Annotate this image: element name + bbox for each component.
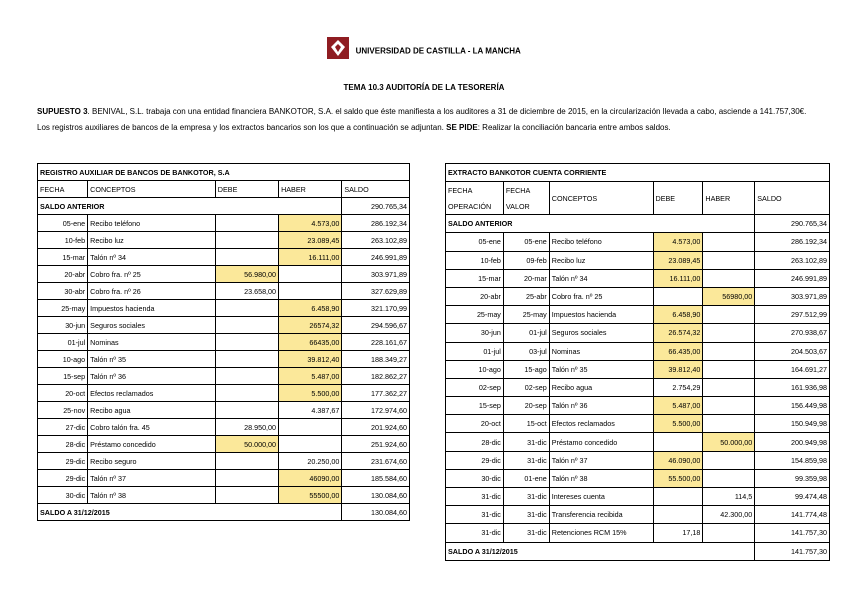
statement-closing-balance: 141.757,30 bbox=[755, 542, 830, 560]
ledger-concept-cell: Cobro fra. nº 25 bbox=[88, 266, 216, 283]
statement-operation-date-cell: 15-sep bbox=[446, 397, 504, 415]
ledger-credit-cell: 16.111,00 bbox=[279, 249, 342, 266]
statement-header-cell: DEBE bbox=[653, 182, 703, 215]
statement-value-date-cell: 01-ene bbox=[503, 469, 549, 487]
statement-operation-date-cell: 20-abr bbox=[446, 287, 504, 305]
statement-operation-date-cell: 28-dic bbox=[446, 433, 504, 451]
ledger-debit-cell bbox=[215, 334, 278, 351]
ledger-date-cell: 28-dic bbox=[38, 436, 88, 453]
ledger-balance-cell: 201.924,60 bbox=[342, 419, 410, 436]
ledger-balance-cell: 246.991,89 bbox=[342, 249, 410, 266]
ledger-date-cell: 01-jul bbox=[38, 334, 88, 351]
ledger-row bbox=[38, 232, 410, 249]
ledger-balance-cell: 172.974,60 bbox=[342, 402, 410, 419]
ledger-date-cell: 30-jun bbox=[38, 317, 88, 334]
statement-balance-cell: 297.512,99 bbox=[755, 306, 830, 324]
statement-concept-cell: Talón nº 36 bbox=[549, 397, 653, 415]
statement-balance-cell: 141.757,30 bbox=[755, 524, 830, 542]
ledger-balance-cell: 130.084,60 bbox=[342, 487, 410, 504]
ledger-debit-cell bbox=[215, 351, 278, 368]
ledger-credit-cell bbox=[279, 419, 342, 436]
statement-credit-cell bbox=[703, 342, 755, 360]
task-label: SE PIDE bbox=[446, 122, 478, 132]
statement-balance-cell: 164.691,27 bbox=[755, 360, 830, 378]
statement-closing-row bbox=[446, 542, 830, 560]
statement-debit-cell: 23.089,45 bbox=[653, 251, 703, 269]
statement-value-date-cell: 25-may bbox=[503, 306, 549, 324]
ledger-credit-cell: 5.500,00 bbox=[279, 385, 342, 402]
statement-operation-date-cell: 10-ago bbox=[446, 360, 504, 378]
statement-opening-row bbox=[446, 215, 830, 233]
ledger-debit-cell bbox=[215, 300, 278, 317]
ledger-date-cell: 29-dic bbox=[38, 470, 88, 487]
statement-credit-cell bbox=[703, 251, 755, 269]
ledger-closing-row bbox=[38, 504, 410, 521]
statement-debit-cell bbox=[653, 506, 703, 524]
ledger-concept-cell: Cobro fra. nº 26 bbox=[88, 283, 216, 300]
ledger-balance-cell: 263.102,89 bbox=[342, 232, 410, 249]
statement-debit-cell: 26.574,32 bbox=[653, 324, 703, 342]
ledger-debit-cell: 56.980,00 bbox=[215, 266, 278, 283]
ledger-balance-cell: 188.349,27 bbox=[342, 351, 410, 368]
ledger-row bbox=[38, 368, 410, 385]
ledger-debit-cell bbox=[215, 368, 278, 385]
ledger-header-cell: DEBE bbox=[215, 181, 278, 198]
ledger-date-cell: 10-ago bbox=[38, 351, 88, 368]
statement-debit-cell bbox=[653, 287, 703, 305]
statement-debit-cell: 4.573,00 bbox=[653, 233, 703, 251]
exercise-text: . BENIVAL, S.L. trabaja con una entidad financiera BANKOTOR, S.A. el saldo que éste manifiesta a los auditores a 31 de diciembre de 2015, en la circularización llevada a cabo, asciende a 141.757,30€. Los registros auxiliares de bancos de la empresa y los extractos bancarios son los que a continuación se adjuntan. bbox=[37, 107, 807, 132]
statement-operation-date-cell: 30-jun bbox=[446, 324, 504, 342]
statement-concept-cell: Seguros sociales bbox=[549, 324, 653, 342]
statement-balance-cell: 204.503,67 bbox=[755, 342, 830, 360]
statement-balance-cell: 161.936,98 bbox=[755, 378, 830, 396]
statement-row bbox=[446, 306, 830, 324]
ledger-credit-cell bbox=[279, 266, 342, 283]
ledger-row bbox=[38, 402, 410, 419]
statement-credit-cell bbox=[703, 415, 755, 433]
ledger-credit-cell: 46090,00 bbox=[279, 470, 342, 487]
statement-balance-cell: 263.102,89 bbox=[755, 251, 830, 269]
statement-header-cell: SALDO bbox=[755, 182, 830, 215]
statement-credit-cell: 114,5 bbox=[703, 488, 755, 506]
ledger-balance-cell: 327.629,89 bbox=[342, 283, 410, 300]
statement-value-date-cell: 31-dic bbox=[503, 433, 549, 451]
statement-row bbox=[446, 506, 830, 524]
ledger-closing-balance: 130.084,60 bbox=[342, 504, 410, 521]
statement-credit-cell bbox=[703, 324, 755, 342]
statement-row bbox=[446, 342, 830, 360]
statement-row bbox=[446, 415, 830, 433]
statement-debit-cell: 5.500,00 bbox=[653, 415, 703, 433]
bank-statement-table bbox=[445, 163, 830, 561]
ledger-row bbox=[38, 487, 410, 504]
ledger-concept-cell: Recibo seguro bbox=[88, 453, 216, 470]
ledger-balance-cell: 231.674,60 bbox=[342, 453, 410, 470]
statement-header-cell: FECHA bbox=[503, 182, 549, 199]
statement-value-date-cell: 31-dic bbox=[503, 524, 549, 542]
ledger-balance-cell: 228.161,67 bbox=[342, 334, 410, 351]
ledger-row bbox=[38, 215, 410, 232]
statement-value-date-cell: 31-dic bbox=[503, 451, 549, 469]
statement-row bbox=[446, 378, 830, 396]
ledger-row bbox=[38, 334, 410, 351]
statement-operation-date-cell: 15-mar bbox=[446, 269, 504, 287]
ledger-credit-cell: 4.387,67 bbox=[279, 402, 342, 419]
ledger-concept-cell: Recibo teléfono bbox=[88, 215, 216, 232]
ledger-debit-cell: 23.658,00 bbox=[215, 283, 278, 300]
ledger-balance-cell: 185.584,60 bbox=[342, 470, 410, 487]
statement-concept-cell: Recibo teléfono bbox=[549, 233, 653, 251]
ledger-balance-cell: 182.862,27 bbox=[342, 368, 410, 385]
statement-balance-cell: 99.474,48 bbox=[755, 488, 830, 506]
statement-closing-label: SALDO A 31/12/2015 bbox=[446, 542, 755, 560]
statement-row bbox=[446, 451, 830, 469]
statement-operation-date-cell: 31-dic bbox=[446, 524, 504, 542]
statement-title-row bbox=[446, 164, 830, 182]
ledger-header-cell: HABER bbox=[279, 181, 342, 198]
statement-operation-date-cell: 10-feb bbox=[446, 251, 504, 269]
ledger-row bbox=[38, 453, 410, 470]
statement-debit-cell: 46.090,00 bbox=[653, 451, 703, 469]
ledger-row bbox=[38, 317, 410, 334]
statement-row bbox=[446, 251, 830, 269]
statement-credit-cell bbox=[703, 360, 755, 378]
ledger-credit-cell: 6.458,90 bbox=[279, 300, 342, 317]
statement-balance-cell: 99.359,98 bbox=[755, 469, 830, 487]
statement-balance-cell: 200.949,98 bbox=[755, 433, 830, 451]
ledger-concept-cell: Talón nº 38 bbox=[88, 487, 216, 504]
ledger-title-row bbox=[38, 164, 410, 181]
statement-concept-cell: Retenciones RCM 15% bbox=[549, 524, 653, 542]
statement-debit-cell bbox=[653, 488, 703, 506]
statement-concept-cell: Impuestos hacienda bbox=[549, 306, 653, 324]
ledger-credit-cell bbox=[279, 283, 342, 300]
statement-value-date-cell: 01-jul bbox=[503, 324, 549, 342]
statement-row bbox=[446, 287, 830, 305]
ledger-balance-cell: 286.192,34 bbox=[342, 215, 410, 232]
ledger-credit-cell: 4.573,00 bbox=[279, 215, 342, 232]
statement-balance-cell: 246.991,89 bbox=[755, 269, 830, 287]
statement-balance-cell: 303.971,89 bbox=[755, 287, 830, 305]
ledger-debit-cell bbox=[215, 402, 278, 419]
statement-operation-date-cell: 01-jul bbox=[446, 342, 504, 360]
topic-title: TEMA 10.3 AUDITORÍA DE LA TESORERÍA bbox=[343, 83, 505, 92]
statement-opening-label: SALDO ANTERIOR bbox=[446, 215, 755, 233]
statement-credit-cell bbox=[703, 233, 755, 251]
ledger-balance-cell: 303.971,89 bbox=[342, 266, 410, 283]
statement-concept-cell: Recibo luz bbox=[549, 251, 653, 269]
ledger-opening-label: SALDO ANTERIOR bbox=[38, 198, 342, 215]
ledger-row bbox=[38, 436, 410, 453]
statement-debit-cell: 17,18 bbox=[653, 524, 703, 542]
statement-value-date-cell: 25-abr bbox=[503, 287, 549, 305]
ledger-row bbox=[38, 385, 410, 402]
ledger-concept-cell: Talón nº 34 bbox=[88, 249, 216, 266]
statement-value-date-cell: 02-sep bbox=[503, 378, 549, 396]
statement-credit-cell bbox=[703, 524, 755, 542]
statement-concept-cell: Intereses cuenta bbox=[549, 488, 653, 506]
ledger-row bbox=[38, 249, 410, 266]
ledger-credit-cell: 55500,00 bbox=[279, 487, 342, 504]
ledger-balance-cell: 177.362,27 bbox=[342, 385, 410, 402]
statement-value-date-cell: 31-dic bbox=[503, 506, 549, 524]
ledger-credit-cell bbox=[279, 436, 342, 453]
statement-debit-cell: 6.458,90 bbox=[653, 306, 703, 324]
university-name: UNIVERSIDAD DE CASTILLA - LA MANCHA bbox=[355, 46, 521, 56]
statement-header-cell: CONCEPTOS bbox=[549, 182, 653, 215]
ledger-concept-cell: Seguros sociales bbox=[88, 317, 216, 334]
statement-header-cell: VALOR bbox=[503, 198, 549, 215]
ledger-debit-cell bbox=[215, 470, 278, 487]
ledger-credit-cell: 5.487,00 bbox=[279, 368, 342, 385]
statement-debit-cell: 5.487,00 bbox=[653, 397, 703, 415]
statement-row bbox=[446, 269, 830, 287]
statement-credit-cell bbox=[703, 451, 755, 469]
ledger-concept-cell: Préstamo concedido bbox=[88, 436, 216, 453]
statement-debit-cell: 16.111,00 bbox=[653, 269, 703, 287]
ledger-debit-cell bbox=[215, 385, 278, 402]
statement-title: EXTRACTO BANKOTOR CUENTA CORRIENTE bbox=[446, 164, 830, 182]
ledger-debit-cell bbox=[215, 453, 278, 470]
statement-operation-date-cell: 02-sep bbox=[446, 378, 504, 396]
statement-value-date-cell: 05-ene bbox=[503, 233, 549, 251]
statement-credit-cell: 42.300,00 bbox=[703, 506, 755, 524]
statement-debit-cell: 55.500,00 bbox=[653, 469, 703, 487]
ledger-date-cell: 25-nov bbox=[38, 402, 88, 419]
ledger-header-cell: CONCEPTOS bbox=[88, 181, 216, 198]
ledger-credit-cell: 26574,32 bbox=[279, 317, 342, 334]
ledger-date-cell: 20-abr bbox=[38, 266, 88, 283]
ledger-date-cell: 25-may bbox=[38, 300, 88, 317]
ledger-date-cell: 27-dic bbox=[38, 419, 88, 436]
ledger-closing-label: SALDO A 31/12/2015 bbox=[38, 504, 342, 521]
statement-concept-cell: Transferencia recibida bbox=[549, 506, 653, 524]
ledger-header-cell: SALDO bbox=[342, 181, 410, 198]
ledger-debit-cell bbox=[215, 317, 278, 334]
statement-row bbox=[446, 433, 830, 451]
ledger-date-cell: 15-sep bbox=[38, 368, 88, 385]
statement-row bbox=[446, 524, 830, 542]
statement-concept-cell: Talón nº 38 bbox=[549, 469, 653, 487]
ledger-credit-cell: 23.089,45 bbox=[279, 232, 342, 249]
ledger-debit-cell: 50.000,00 bbox=[215, 436, 278, 453]
ledger-concept-cell: Talón nº 35 bbox=[88, 351, 216, 368]
statement-row bbox=[446, 324, 830, 342]
statement-operation-date-cell: 31-dic bbox=[446, 488, 504, 506]
statement-header-cell: FECHA bbox=[446, 182, 504, 199]
exercise-statement bbox=[37, 104, 813, 135]
university-logo-icon bbox=[327, 37, 349, 59]
statement-credit-cell bbox=[703, 378, 755, 396]
ledger-credit-cell: 66435,00 bbox=[279, 334, 342, 351]
statement-operation-date-cell: 25-may bbox=[446, 306, 504, 324]
statement-balance-cell: 141.774,48 bbox=[755, 506, 830, 524]
statement-row bbox=[446, 469, 830, 487]
statement-debit-cell bbox=[653, 433, 703, 451]
statement-opening-balance: 290.765,34 bbox=[755, 215, 830, 233]
statement-header-row bbox=[446, 182, 830, 199]
ledger-row bbox=[38, 266, 410, 283]
ledger-date-cell: 20-oct bbox=[38, 385, 88, 402]
ledger-title: REGISTRO AUXILIAR DE BANCOS DE BANKOTOR, S.A bbox=[38, 164, 410, 181]
statement-concept-cell: Nominas bbox=[549, 342, 653, 360]
document-header bbox=[0, 40, 848, 62]
ledger-table bbox=[37, 163, 410, 521]
statement-concept-cell: Talón nº 37 bbox=[549, 451, 653, 469]
statement-balance-cell: 286.192,34 bbox=[755, 233, 830, 251]
ledger-concept-cell: Talón nº 36 bbox=[88, 368, 216, 385]
statement-operation-date-cell: 31-dic bbox=[446, 506, 504, 524]
statement-concept-cell: Recibo agua bbox=[549, 378, 653, 396]
ledger-date-cell: 30-dic bbox=[38, 487, 88, 504]
statement-row bbox=[446, 360, 830, 378]
statement-balance-cell: 154.859,98 bbox=[755, 451, 830, 469]
ledger-date-cell: 10-feb bbox=[38, 232, 88, 249]
statement-operation-date-cell: 29-dic bbox=[446, 451, 504, 469]
statement-credit-cell bbox=[703, 306, 755, 324]
ledger-date-cell: 05-ene bbox=[38, 215, 88, 232]
ledger-debit-cell: 28.950,00 bbox=[215, 419, 278, 436]
statement-debit-cell: 2.754,29 bbox=[653, 378, 703, 396]
statement-balance-cell: 156.449,98 bbox=[755, 397, 830, 415]
ledger-opening-row bbox=[38, 198, 410, 215]
statement-value-date-cell: 20-mar bbox=[503, 269, 549, 287]
statement-operation-date-cell: 30-dic bbox=[446, 469, 504, 487]
ledger-row bbox=[38, 419, 410, 436]
statement-credit-cell bbox=[703, 269, 755, 287]
ledger-concept-cell: Talón nº 37 bbox=[88, 470, 216, 487]
statement-value-date-cell: 15-ago bbox=[503, 360, 549, 378]
ledger-concept-cell: Efectos reclamados bbox=[88, 385, 216, 402]
ledger-debit-cell bbox=[215, 215, 278, 232]
ledger-credit-cell: 20.250,00 bbox=[279, 453, 342, 470]
statement-concept-cell: Efectos reclamados bbox=[549, 415, 653, 433]
task-text: : Realizar la conciliación bancaria entre ambos saldos. bbox=[477, 122, 671, 132]
ledger-balance-cell: 321.170,99 bbox=[342, 300, 410, 317]
ledger-debit-cell bbox=[215, 232, 278, 249]
ledger-date-cell: 30-abr bbox=[38, 283, 88, 300]
ledger-concept-cell: Recibo luz bbox=[88, 232, 216, 249]
ledger-concept-cell: Recibo agua bbox=[88, 402, 216, 419]
statement-credit-cell bbox=[703, 397, 755, 415]
statement-balance-cell: 270.938,67 bbox=[755, 324, 830, 342]
statement-operation-date-cell: 20-oct bbox=[446, 415, 504, 433]
ledger-row bbox=[38, 300, 410, 317]
statement-concept-cell: Cobro fra. nº 25 bbox=[549, 287, 653, 305]
ledger-row bbox=[38, 283, 410, 300]
statement-header-cell: OPERACIÓN bbox=[446, 198, 504, 215]
ledger-date-cell: 29-dic bbox=[38, 453, 88, 470]
statement-value-date-cell: 20-sep bbox=[503, 397, 549, 415]
statement-value-date-cell: 15-oct bbox=[503, 415, 549, 433]
ledger-row bbox=[38, 470, 410, 487]
ledger-date-cell: 15-mar bbox=[38, 249, 88, 266]
statement-value-date-cell: 09-feb bbox=[503, 251, 549, 269]
statement-debit-cell: 39.812,40 bbox=[653, 360, 703, 378]
statement-debit-cell: 66.435,00 bbox=[653, 342, 703, 360]
ledger-concept-cell: Nominas bbox=[88, 334, 216, 351]
ledger-row bbox=[38, 351, 410, 368]
statement-row bbox=[446, 233, 830, 251]
statement-concept-cell: Talón nº 34 bbox=[549, 269, 653, 287]
ledger-concept-cell: Cobro talón fra. 45 bbox=[88, 419, 216, 436]
ledger-balance-cell: 251.924,60 bbox=[342, 436, 410, 453]
statement-credit-cell: 56980,00 bbox=[703, 287, 755, 305]
statement-row bbox=[446, 488, 830, 506]
statement-concept-cell: Talón nº 35 bbox=[549, 360, 653, 378]
ledger-credit-cell: 39.812,40 bbox=[279, 351, 342, 368]
ledger-concept-cell: Impuestos hacienda bbox=[88, 300, 216, 317]
statement-row bbox=[446, 397, 830, 415]
statement-credit-cell bbox=[703, 469, 755, 487]
ledger-header-row bbox=[38, 181, 410, 198]
statement-header-cell: HABER bbox=[703, 182, 755, 215]
statement-operation-date-cell: 05-ene bbox=[446, 233, 504, 251]
statement-value-date-cell: 03-jul bbox=[503, 342, 549, 360]
statement-concept-cell: Préstamo concedido bbox=[549, 433, 653, 451]
ledger-balance-cell: 294.596,67 bbox=[342, 317, 410, 334]
exercise-label: SUPUESTO 3 bbox=[37, 107, 88, 116]
ledger-debit-cell bbox=[215, 249, 278, 266]
ledger-header-cell: FECHA bbox=[38, 181, 88, 198]
ledger-debit-cell bbox=[215, 487, 278, 504]
ledger-opening-balance: 290.765,34 bbox=[342, 198, 410, 215]
statement-balance-cell: 150.949,98 bbox=[755, 415, 830, 433]
statement-value-date-cell: 31-dic bbox=[503, 488, 549, 506]
statement-credit-cell: 50.000,00 bbox=[703, 433, 755, 451]
